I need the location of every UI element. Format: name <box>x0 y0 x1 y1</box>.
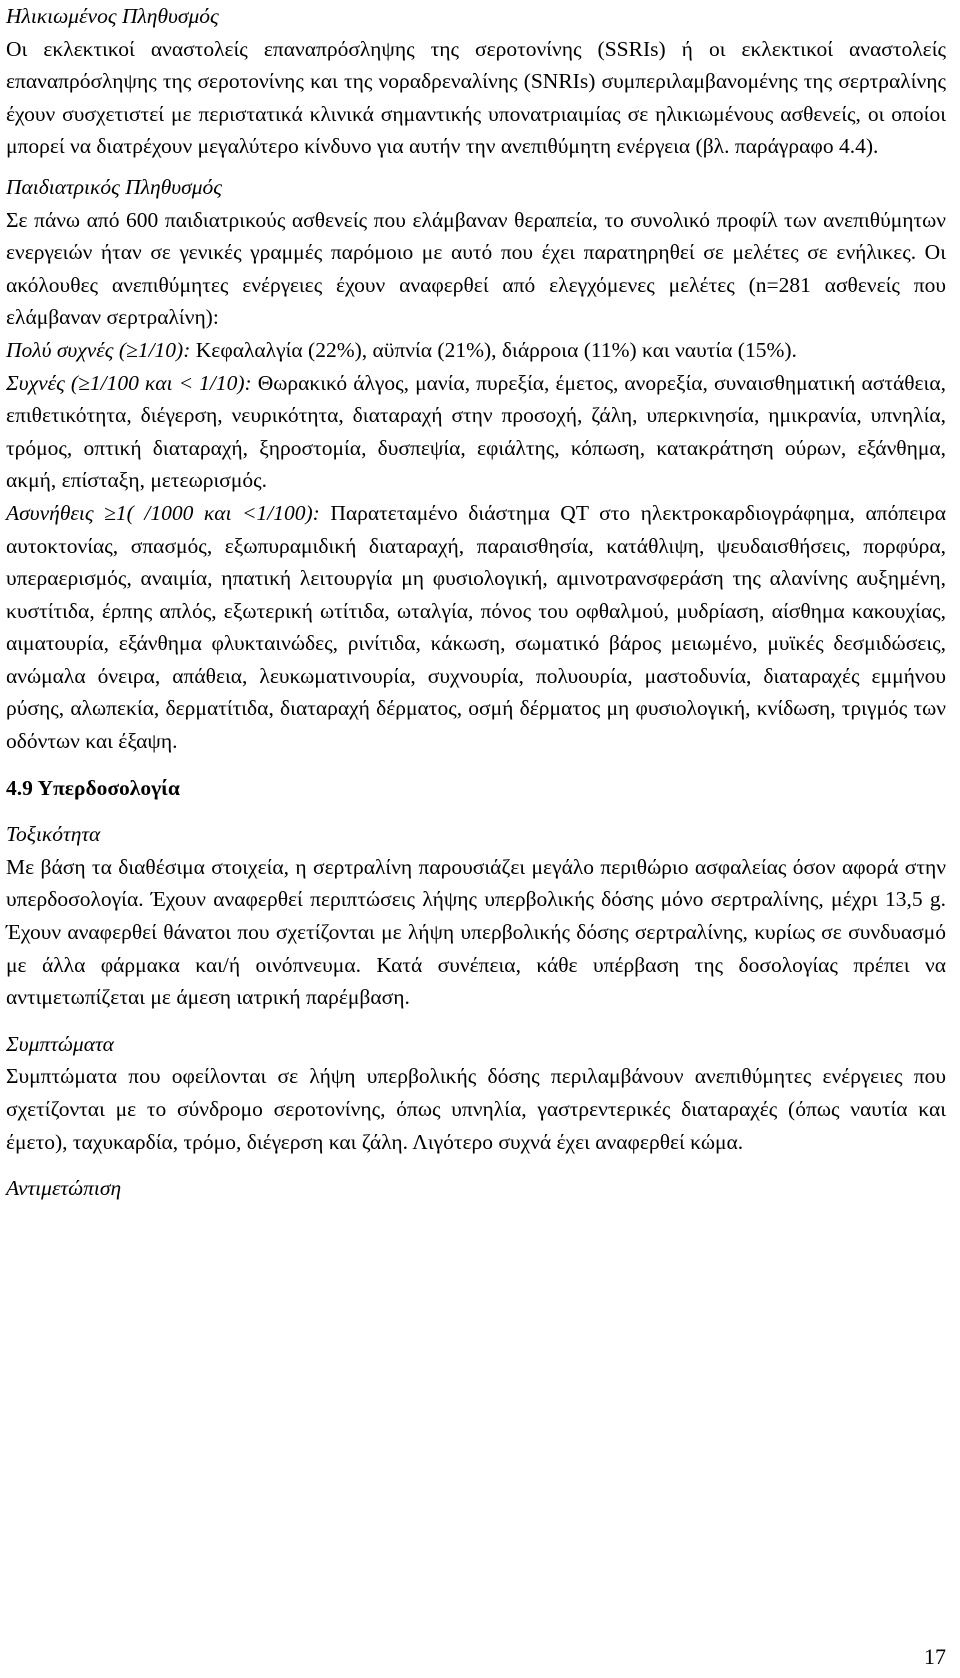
common-text: Θωρακικό άλγος, μανία, πυρεξία, έμετος, ανορεξία, συναισθηματική αστάθεια, επιθετικότητα, διέγερση, νευρικότητα, διαταραχή στην προσοχή, ζάλη, υπερκινησία, ημικρανία, υπνηλία, τρόμος, οπτική διαταραχή, ξηροστομία, δυσπεψία, εφιάλτης, κόπωση, κατακράτηση ούρων, εξάνθημα, ακμή, επίσταξη, μετεωρισμός. <box>6 370 946 493</box>
spacer <box>6 1158 946 1172</box>
uncommon-text: Παρατεταμένο διάστημα QT στο ηλεκτροκαρδιογράφημα, απόπειρα αυτοκτονίας, σπασμός, εξωπυραμιδική διαταραχή, παραισθησία, κατάθλιψη, ψευδαισθήσεις, πορφύρα, υπεραερισμός, αναιμία, ηπατική λειτουργία μη φυσιολογική, αμινοτρανσφεράση της αλανίνης αυξημένη, κυστίτιδα, έρπης απλός, εξωτερική ωτίτιδα, ωταλγία, πόνος του οφθαλμού, μυδρίαση, αίσθημα κακουχίας, αιματουρία, εξάνθημα φλυκταινώδες, ρινίτιδα, κάκωση, σωματικό βάρος μειωμένο, μυϊκές δεσμιδώσεις, ανώμαλα όνειρα, απάθεια, λευκωματινουρία, συχνουρία, πολυουρία, μαστοδυνία, διαταραχές εμμήνου ρύσης, αλωπεκία, δερματίτιδα, διαταραχή δέρματος, οσμή δέρματος μη φυσιολογική, κνίδωση, τριγμός των οδόντων και έξαψη. <box>6 500 946 754</box>
common-label: Συχνές (≥1/100 και < 1/10): <box>6 370 252 395</box>
pediatric-paragraph: Σε πάνω από 600 παιδιατρικούς ασθενείς που ελάμβαναν θεραπεία, το συνολικό προφίλ των ανεπιθύμητων ενεργειών ήταν σε γενικές γραμμές παρόμοιο με αυτό που έχει παρατηρηθεί σε μελέτες σε ενήλικες. Οι ακόλουθες ανεπιθύμητες ενέργειες έχουν αναφερθεί από ελεγχόμενες μελέτες (n=281 ασθενείς που ελάμβαναν σερτραλίνη): <box>6 207 946 330</box>
section-title-overdose: 4.9 Υπερδοσολογία <box>6 775 180 800</box>
uncommon-paragraph <box>6 497 946 758</box>
spacer <box>6 758 946 772</box>
very-common-text: Κεφαλαλγία (22%), αϋπνία (21%), διάρροια (11%) και ναυτία (15%). <box>190 337 797 362</box>
common-paragraph <box>6 367 946 497</box>
very-common-paragraph <box>6 334 946 367</box>
management-heading: Αντιμετώπιση <box>6 1176 122 1201</box>
symptoms-heading: Συμπτώματα <box>6 1031 114 1056</box>
elderly-heading: Ηλικιωμένος Πληθυσμός <box>6 4 219 28</box>
spacer <box>6 163 946 171</box>
pediatric-heading: Παιδιατρικός Πληθυσμός <box>6 174 222 199</box>
page-number: 17 <box>924 1644 946 1670</box>
document-body <box>6 0 946 1205</box>
toxicity-heading: Τοξικότητα <box>6 822 101 847</box>
spacer <box>6 1014 946 1028</box>
toxicity-paragraph: Με βάση τα διαθέσιμα στοιχεία, η σερτραλίνη παρουσιάζει μεγάλο περιθώριο ασφαλείας όσον αφορά στην υπερδοσολογία. Έχουν αναφερθεί περιπτώσεις λήψης υπερβολικής δόσης μόνο σερτραλίνης, μέχρι 13,5 g. Έχουν αναφερθεί θάνατοι που σχετίζονται με λήψη υπερβολικής δόσης σερτραλίνης, κυρίως σε συνδυασμό με άλλα φάρμακα και/ή οινόπνευμα. Κατά συνέπεια, κάθε υπέρβαση της δοσολογίας πρέπει να αντιμετωπίζεται με άμεση ιατρική παρέμβαση. <box>6 854 946 1010</box>
uncommon-label: Ασυνήθεις ≥1( /1000 και <1/100): <box>6 500 320 525</box>
symptoms-paragraph: Συμπτώματα που οφείλονται σε λήψη υπερβολικής δόσης περιλαμβάνουν ανεπιθύμητες ενέργειες που σχετίζονται με το σύνδρομο σεροτονίνης, όπως υπνηλία, γαστρεντερικές διαταραχές (όπως ναυτία και έμετο), ταχυκαρδία, τρόμο, διέγερση και ζάλη. Λιγότερο συχνά έχει αναφερθεί κώμα. <box>6 1064 946 1154</box>
elderly-paragraph: Οι εκλεκτικοί αναστολείς επαναπρόσληψης της σεροτονίνης (SSRIs) ή οι εκλεκτικοί αναστολείς επαναπρόσληψης της σεροτονίνης και της νοραδρεναλίνης (SNRIs) συμπεριλαμβανομένης της σερτραλίνης έχουν συσχετιστεί με περιστατικά κλινικά σημαντικής υπονατριαιμίας σε ηλικιωμένους ασθενείς, οι οποίοι μπορεί να διατρέχουν μεγαλύτερο κίνδυνο για αυτήν την ανεπιθύμητη ενέργεια (βλ. παράγραφο 4.4). <box>6 36 946 159</box>
spacer <box>6 804 946 818</box>
very-common-label: Πολύ συχνές (≥1/10): <box>6 337 191 362</box>
